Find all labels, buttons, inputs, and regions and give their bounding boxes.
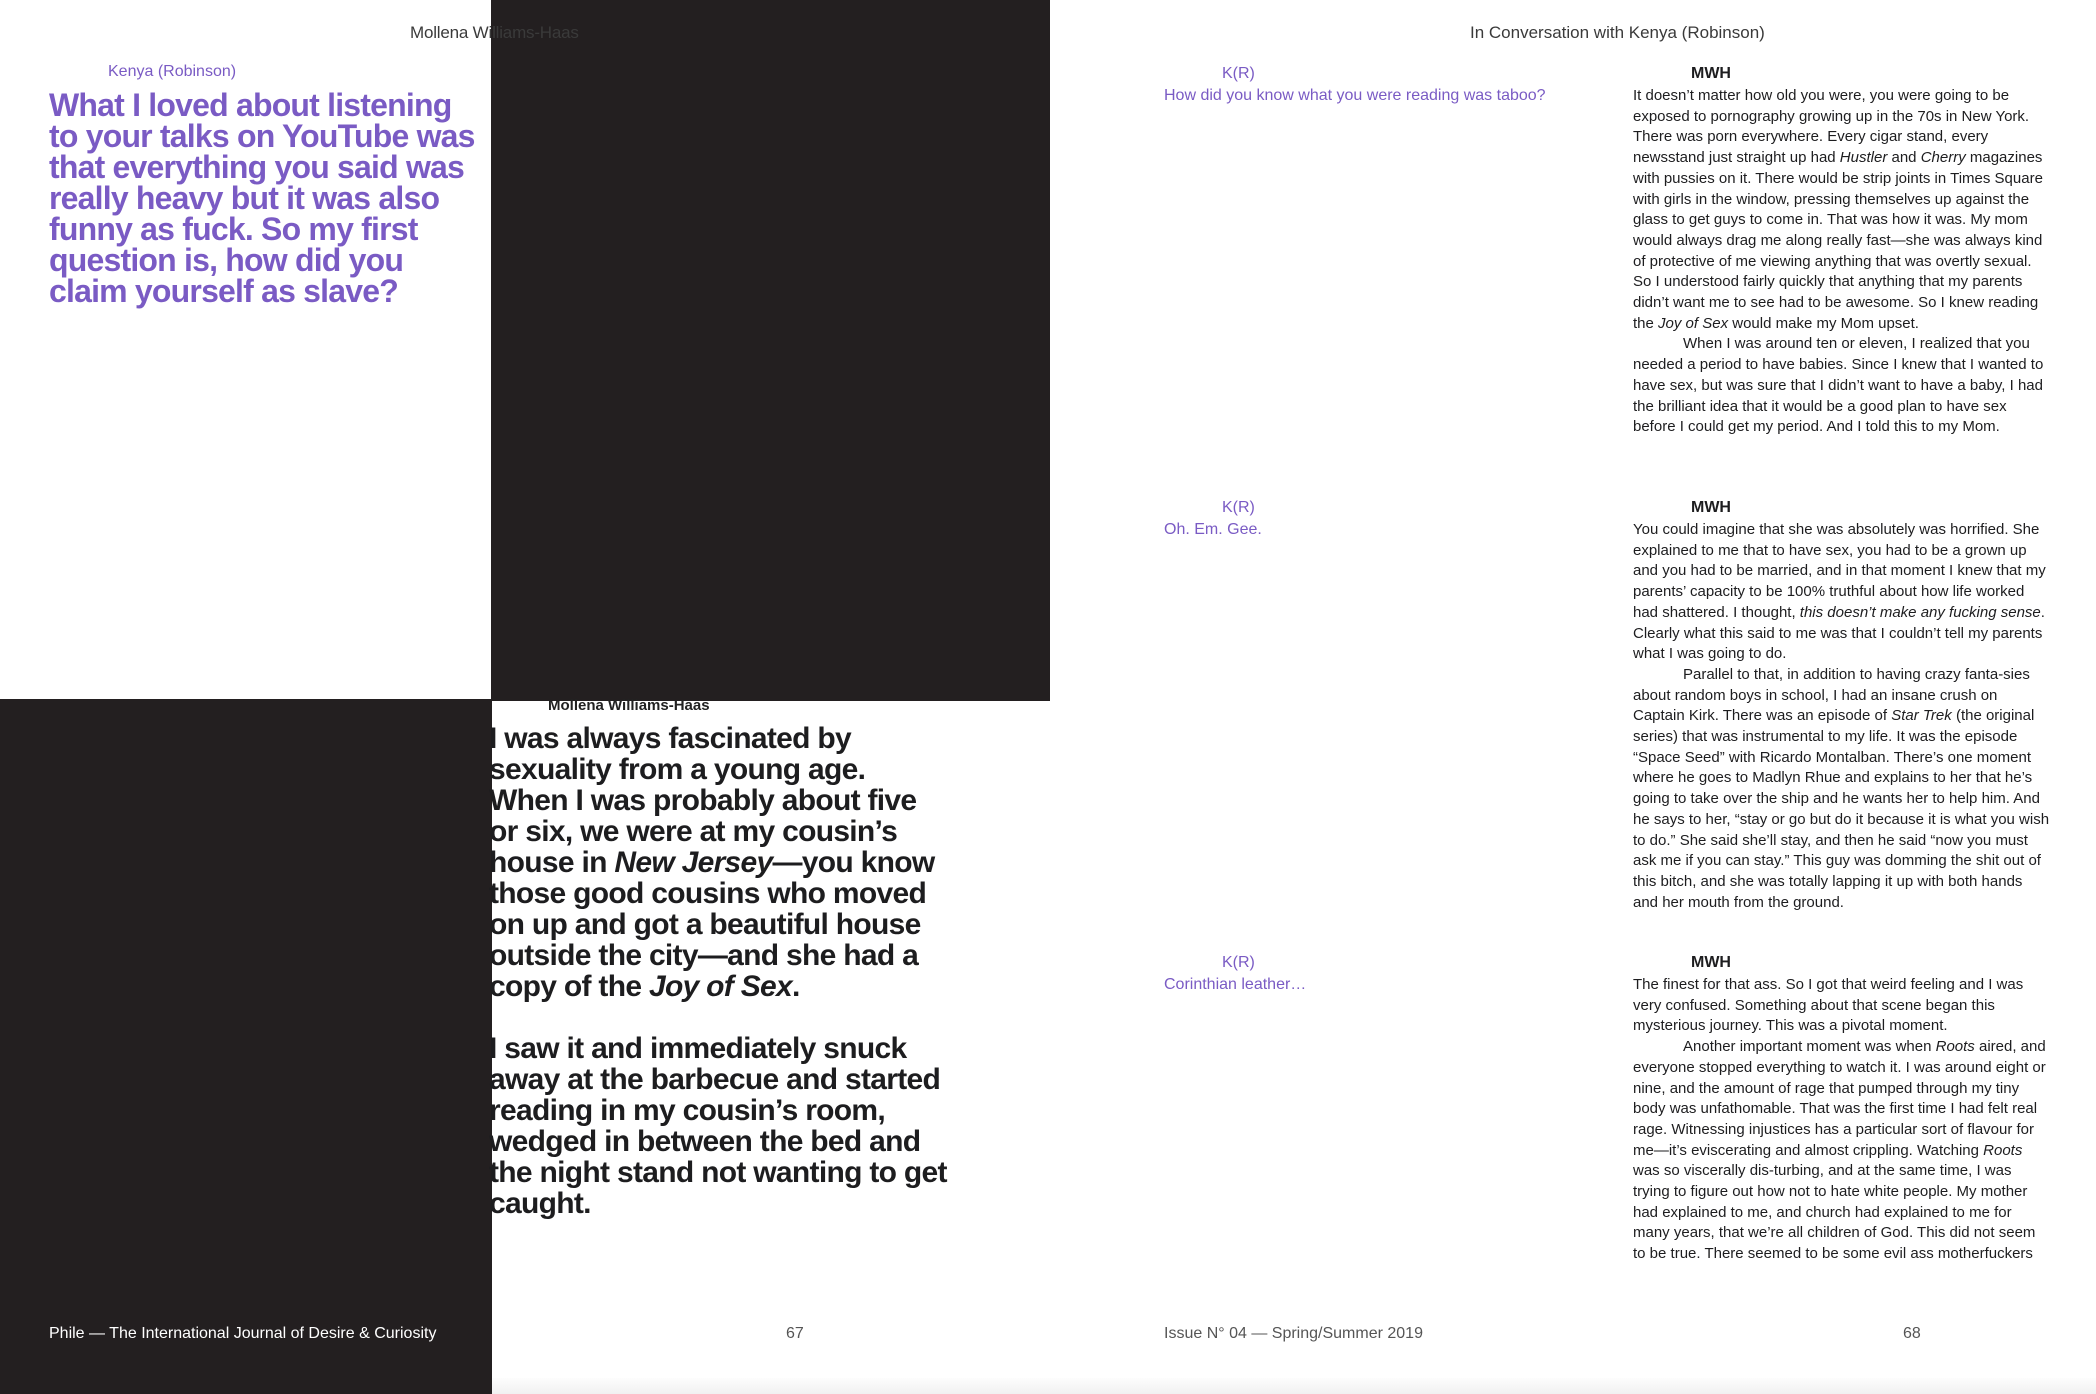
answer-body	[489, 723, 949, 1250]
question-3: Corinthian leather…	[1164, 976, 1307, 993]
answer-paragraph-1: I was always fascinated by sexuality from a young age. When I was probably about five or six, we were at my cousin’s house in New Jersey—you know those good cousins who moved on up and got a beautiful house outside the city—and she had a copy of the Joy of Sex.	[489, 722, 935, 1003]
speaker-mwh-3: MWH	[1691, 954, 1731, 971]
speaker-mwh-2: MWH	[1691, 499, 1731, 516]
right-page-number: 68	[1903, 1325, 1921, 1342]
black-block-bottom	[0, 699, 492, 1394]
opening-question: What I loved about listening to your talks on YouTube was that everything you said was really heavy but it was also funny as fuck. So my first question is, how did you claim yourself as slave?	[49, 87, 475, 309]
speaker-mwh-1: MWH	[1691, 65, 1731, 82]
kr-label-1: K(R)	[1222, 65, 1255, 82]
right-running-head: In Conversation with Kenya (Robinson)	[1470, 23, 1765, 42]
left-page-number: 67	[786, 1325, 804, 1342]
page-bottom-edge	[492, 1378, 2096, 1394]
running-head-part-1: Mollena Williams-Haas	[410, 23, 579, 42]
left-running-head	[410, 23, 580, 43]
answer-3: The finest for that ass. So I got that weird feeling and I was very confused. Something about that scene began this mysterious journey. This was a pivotal moment. Another important moment was when Roots aired, and everyone stopped everything to watch it. I was around eight or nine, and the amount of rage that pumped through my tiny body was unfathomable. That was the first time I had felt real rage. Witnessing injustices has a particular sort of flavour for me—it’s eviscerating and almost crippling. Watching Roots was so viscerally dis-turbing, and at the same time, I was trying to figure out how not to hate white people. My mother had explained to me, and church had explained to me for many years, that we’re all children of God. This did not seem to be true. There seemed to be some evil ass motherfuckers	[1633, 976, 2046, 1263]
kr-label-2: K(R)	[1222, 499, 1255, 516]
answer-1: It doesn’t matter how old you were, you were going to be exposed to pornography growing up in the 70s in New York. There was porn everywhere. Every cigar stand, every newsstand just straight up had Hustler and Cherry magazines with pussies on it. There would be strip joints in Times Square with girls in the window, pressing themselves up against the glass to get guys to come in. That was how it was. My mom would always drag me along really fast—she was always kind of protective of me viewing anything that was overtly sexual. So I understood fairly quickly that anything that my parents didn’t want me to see had to be awesome. So I knew reading the Joy of Sex would make my Mom upset. When I was around ten or eleven, I realized that you needed a period to have babies. Since I knew that I wanted to have sex, but was sure that I didn’t want to have a baby, I had the brilliant idea that it would be a good plan to have sex before I could get my period. And I told this to my Mom.	[1633, 87, 2044, 436]
answer-speaker: Mollena Williams-Haas	[548, 697, 710, 714]
black-block-top	[491, 0, 1050, 701]
question-1: How did you know what you were reading was taboo?	[1164, 87, 1546, 104]
footer-journal: Phile — The International Journal of Desire & Curiosity	[49, 1325, 437, 1342]
interviewer-label: Kenya (Robinson)	[108, 63, 237, 80]
answer-2: You could imagine that she was absolutely was horrified. She explained to me that to have sex, you had to be a grown up and you had to be married, and in that moment I knew that my parents’ capacity to be 100% truthful about how life worked had shattered. I thought, this doesn’t make any fucking sense. Clearly what this said to me was that I couldn’t tell my parents what I was going to do. Parallel to that, in addition to having crazy fanta-sies about random boys in school, I had an insane crush on Captain Kirk. There was an episode of Star Trek (the original series) that was instrumental to my life. It was the episode “Space Seed” with Ricardo Montalban. There’s one moment where he goes to Madlyn Rhue and explains to her that he’s going to take over the ship and he wants her to help him. And he says to her, “stay or go but do it because it is what you wish to do.” She said she’ll stay, and then he said “now you must ask me if you can stay.” This guy was domming the shit out of this bitch, and she was totally lapping it up with both hands and her mouth from the ground.	[1633, 521, 2050, 911]
footer-issue: Issue N° 04 — Spring/Summer 2019	[1164, 1325, 1423, 1342]
answer-paragraph-2: I saw it and immediately snuck away at the barbecue and started reading in my cousin’s room, wedged in between the bed and the night stand not wanting to get caught.	[489, 1032, 947, 1220]
question-2: Oh. Em. Gee.	[1164, 521, 1262, 538]
kr-label-3: K(R)	[1222, 954, 1255, 971]
